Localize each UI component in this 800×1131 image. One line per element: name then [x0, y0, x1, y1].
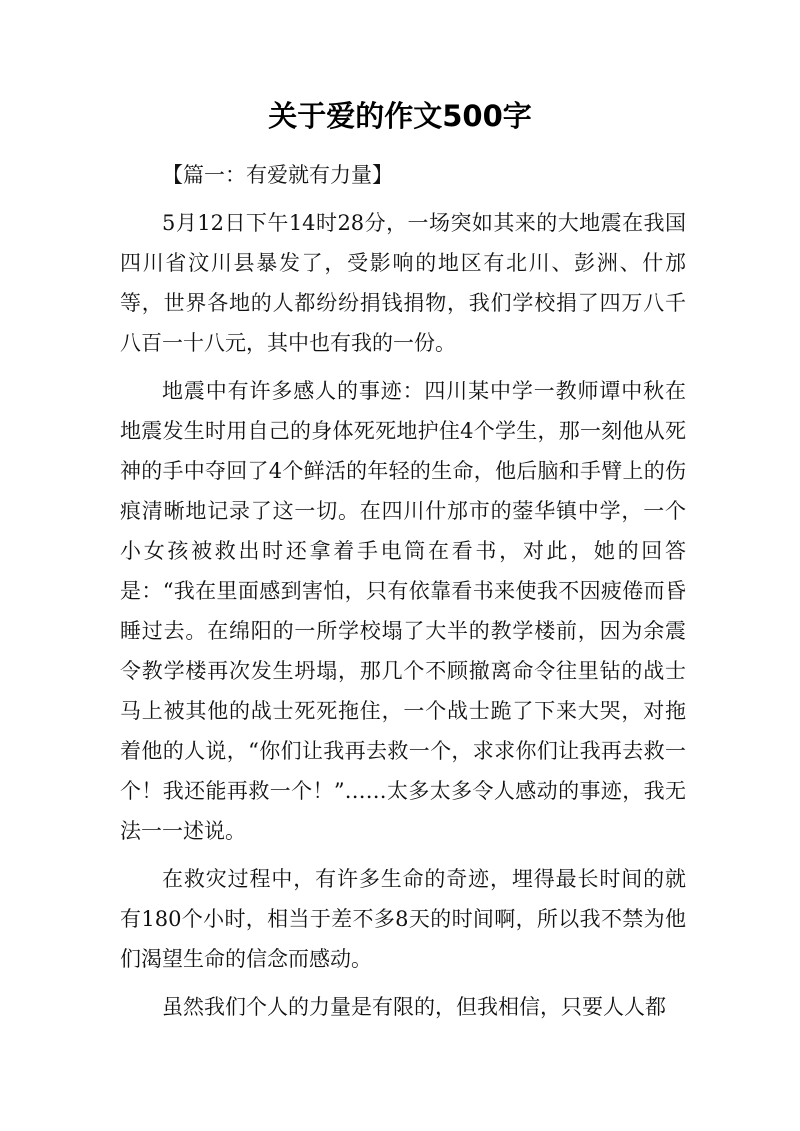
- paragraph-3: 在救灾过程中，有许多生命的奇迹，埋得最长时间的就有180个小时，相当于差不多8天的时间啊，所以我不禁为他们渴望生命的信念而感动。: [120, 867, 686, 971]
- document-title: 关于爱的作文500字: [268, 99, 532, 133]
- paragraph-4: 虽然我们个人的力量是有限的，但我相信，只要人人都: [162, 995, 666, 1019]
- section-heading: 【篇一：有爱就有力量】: [162, 163, 393, 187]
- document-body: [120, 155, 686, 1035]
- paragraph-1: 5月12日下午14时28分，一场突如其来的大地震在我国四川省汶川县暴发了，受影响的地区有北川、彭洲、什邡等，世界各地的人都纷纷捐钱捐物，我们学校捐了四万八千八百一十八元，其中也有我的一份。: [120, 211, 686, 355]
- paragraph-2: 地震中有许多感人的事迹：四川某中学一教师谭中秋在地震发生时用自己的身体死死地护住4个学生，那一刻他从死神的手中夺回了4个鲜活的年轻的生命，他后脑和手臂上的伤痕清晰地记录了这一切。在四川什邡市的蓥华镇中学，一个小女孩被救出时还拿着手电筒在看书，对此，她的回答是：“我在里面感到害怕，只有依靠看书来使我不因疲倦而昏睡过去。在绵阳的一所学校塌了大半的教学楼前，因为余震令教学楼再次发生坍塌，那几个不顾撤离命令往里钻的战士马上被其他的战士死死拖住，一个战士跪了下来大哭，对拖着他的人说，“你们让我再去救一个，求求你们让我再去救一个！我还能再救一个！”……太多太多令人感动的事迹，我无法一一述说。: [120, 379, 686, 843]
